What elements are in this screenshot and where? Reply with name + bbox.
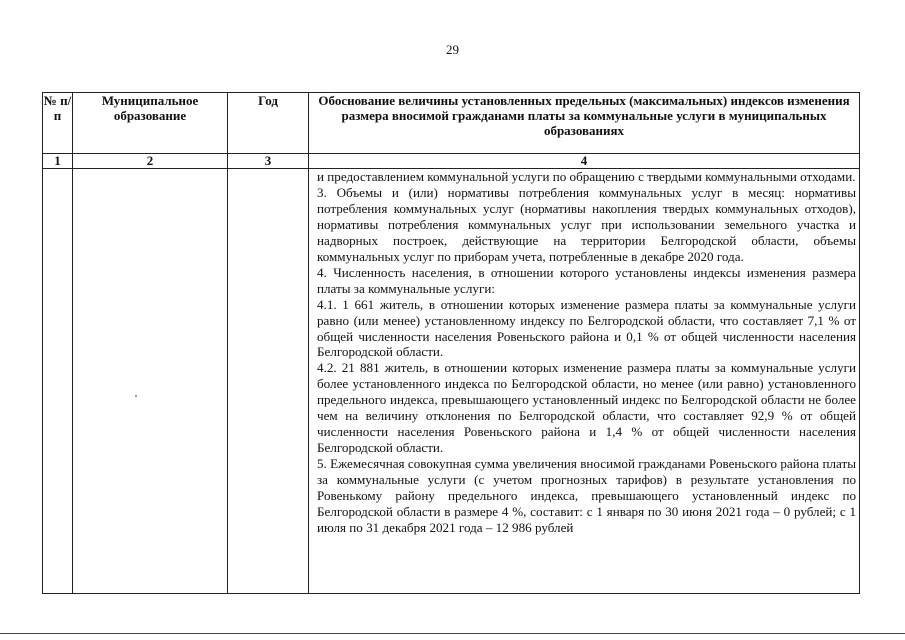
header-number: № п/п [43,93,73,154]
cell-number [43,169,73,594]
column-number: 4 [309,154,860,169]
column-number: 1 [43,154,73,169]
cell-municipality [73,169,228,594]
justification-table [42,92,860,594]
cell-justification [309,169,860,594]
column-number-row [43,154,860,169]
column-number: 2 [73,154,228,169]
header-justification: Обоснование величины установленных предельных (максимальных) индексов изменения размера вносимой гражданами платы за коммунальные услуги в муниципальных образованиях [309,93,860,154]
header-year: Год [228,93,309,154]
page-bottom-rule [0,633,905,634]
paragraph: 3. Объемы и (или) нормативы потребления коммунальных услуг в месяц: нормативы потребления коммунальных услуг (нормативы накопления твердых коммунальных отходов), нормативы потребления коммунальных услуг при использовании земельного участка и надворных построек, действующие на территории Белгородской области, объемы коммунальных услуг по приборам учета, потребленные в декабре 2020 года. [317,184,856,264]
cell-year [228,169,309,594]
paragraph: 4. Численность населения, в отношении которого установлены индексы изменения размера платы за коммунальные услуги: [317,264,856,296]
page-number: 29 [446,42,459,57]
paragraph: 5. Ежемесячная совокупная сумма увеличения вносимой гражданами Ровеньского района платы за коммунальные услуги (с учетом прогнозных тарифов) в результате установления по Ровенькому району предельного индекса, превышающего установленный индекс по Белгородской области в размере 4 %, составит: с 1 января по 30 июня 2021 года – 0 рублей; с 1 июля по 31 декабря 2021 года – 12 986 рублей [317,456,856,535]
scan-speck [135,395,137,397]
table-row [43,169,860,594]
paragraph: 4.2. 21 881 житель, в отношении которых изменение размера платы за коммунальные услуги более установленного индекса по Белгородской области, но менее (или равно) установленного предельного индекса, превышающего установленный индекс по Белгородской области не более чем на величину отклонения по Белгородской области, что составляет 92,9 % от общей численности населения Ровеньского района и 1,4 % от общей численности населения Белгородской области. [317,360,856,456]
column-number: 3 [228,154,309,169]
table-header-row [43,93,860,154]
paragraph: 4.1. 1 661 житель, в отношении которых изменение размера платы за коммунальные услуги равно (или менее) установленному индексу по Белгородской области, что составляет 7,1 % от общей численности населения Ровеньского района и 0,1 % от общей численности населения Белгородской области. [317,296,856,360]
header-municipality: Муниципальное образование [73,93,228,154]
paragraph: и предоставлением коммунальной услуги по обращению с твердыми коммунальными отходами. [317,169,856,184]
